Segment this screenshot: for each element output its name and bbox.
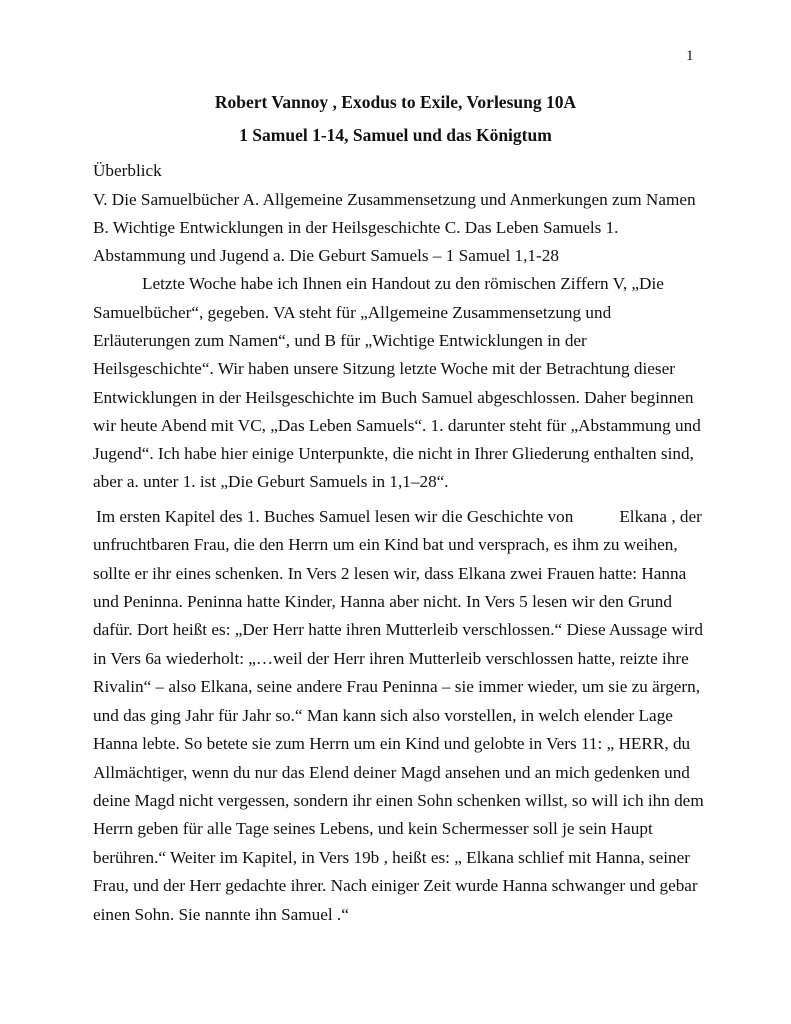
paragraph-line: unfruchtbaren Frau, die den Herrn um ein Kind bat und versprach, es ihm zu weihen, <box>93 535 678 554</box>
outline-heading: Überblick <box>93 161 162 180</box>
paragraph-line: Rivalin“ – also Elkana, seine andere Frau Peninna – sie immer wieder, um sie zu ärgern, <box>93 677 701 696</box>
paragraph-text: Im ersten Kapitel des 1. Buches Samuel lesen wir die Geschichte von <box>96 507 574 526</box>
paragraph-line <box>96 506 702 528</box>
paragraph-line: Hanna lebte. So betete sie zum Herrn um ein Kind und gelobte in Vers 11: „ HERR, du <box>93 734 691 753</box>
paragraph-line: einen Sohn. Sie nannte ihn Samuel .“ <box>93 905 349 924</box>
paragraph-line: Heilsgeschichte“. Wir haben unsere Sitzung letzte Woche mit der Betrachtung dieser <box>93 359 675 378</box>
paragraph-line: Erläuterungen zum Namen“, und B für „Wichtige Entwicklungen in der <box>93 331 587 350</box>
paragraph-line: berühren.“ Weiter im Kapitel, in Vers 19b , heißt es: „ Elkana schlief mit Hanna, seiner <box>93 848 690 867</box>
document-title: Robert Vannoy , Exodus to Exile, Vorlesung 10A <box>214 92 577 112</box>
page-number: 1 <box>686 48 694 64</box>
paragraph-line: und Peninna. Peninna hatte Kinder, Hanna aber nicht. In Vers 5 lesen wir den Grund <box>93 592 672 611</box>
paragraph-line: Frau, und der Herr gedachte ihrer. Nach einiger Zeit wurde Hanna schwanger und gebar <box>93 876 698 895</box>
document-subtitle: 1 Samuel 1-14, Samuel und das Königtum <box>239 125 552 145</box>
paragraph-line: wir heute Abend mit VC, „Das Leben Samuels“. 1. darunter steht für „Abstammung und <box>93 416 701 435</box>
outline-line: V. Die Samuelbücher A. Allgemeine Zusammensetzung und Anmerkungen zum Namen <box>93 190 696 209</box>
paragraph-line: sollte er ihr eines schenken. In Vers 2 lesen wir, dass Elkana zwei Frauen hatte: Hanna <box>93 564 687 583</box>
outline-line: B. Wichtige Entwicklungen in der Heilsgeschichte C. Das Leben Samuels 1. <box>93 218 619 237</box>
paragraph-text: Elkana , der <box>619 507 702 526</box>
paragraph-line: Jugend“. Ich habe hier einige Unterpunkte, die nicht in Ihrer Gliederung enthalten sind, <box>93 444 694 463</box>
paragraph-line: aber a. unter 1. ist „Die Geburt Samuels in 1,1–28“. <box>93 472 449 491</box>
paragraph-line: in Vers 6a wiederholt: „…weil der Herr ihren Mutterleib verschlossen hatte, reizte ihre <box>93 649 689 668</box>
paragraph-line: Allmächtiger, wenn du nur das Elend deiner Magd ansehen und an mich gedenken und <box>93 763 690 782</box>
paragraph-line: und das ging Jahr für Jahr so.“ Man kann sich also vorstellen, in welch elender Lage <box>93 706 673 725</box>
paragraph-line: Entwicklungen in der Heilsgeschichte im Buch Samuel abgeschlossen. Daher beginnen <box>93 388 694 407</box>
paragraph-line: Letzte Woche habe ich Ihnen ein Handout zu den römischen Ziffern V, „Die <box>142 274 664 293</box>
outline-line: Abstammung und Jugend a. Die Geburt Samuels – 1 Samuel 1,1-28 <box>93 246 559 265</box>
paragraph-line: Samuelbücher“, gegeben. VA steht für „Allgemeine Zusammensetzung und <box>93 303 612 322</box>
paragraph-line: deine Magd nicht vergessen, sondern ihr einen Sohn schenken willst, so will ich ihn dem <box>93 791 704 810</box>
paragraph-line: Herrn geben für alle Tage seines Lebens, und kein Schermesser soll je sein Haupt <box>93 819 653 838</box>
paragraph-line: dafür. Dort heißt es: „Der Herr hatte ihren Mutterleib verschlossen.“ Diese Aussage wird <box>93 620 703 639</box>
